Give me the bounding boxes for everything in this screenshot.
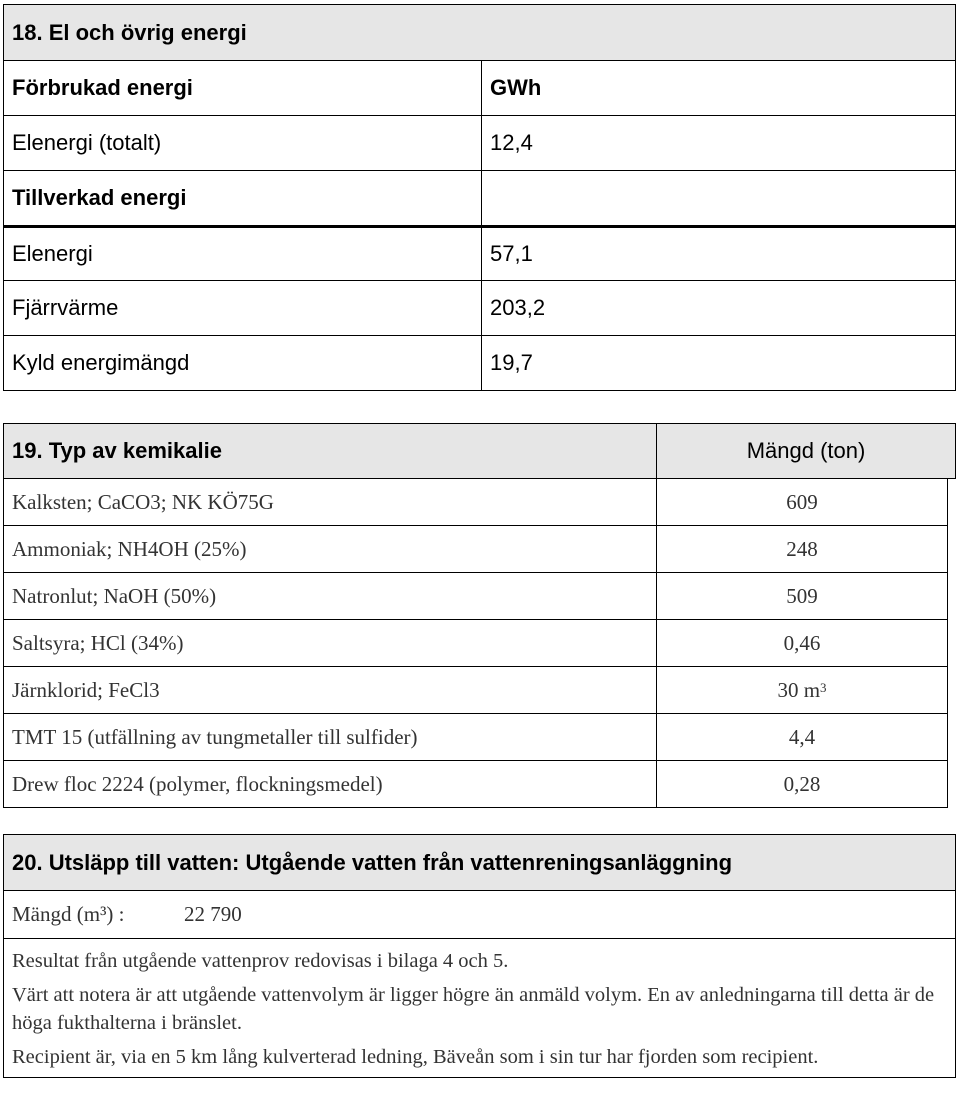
unit-label: GWh [481, 61, 955, 115]
chemical-row [3, 573, 948, 620]
energy-row-value: 203,2 [481, 281, 955, 335]
chemical-name: Drew floc 2224 (polymer, flockningsmedel) [12, 771, 383, 796]
produced-energy-label: Tillverkad energi [12, 185, 187, 210]
section-20-header: 20. Utsläpp till vatten: Utgående vatten från vattenreningsanläggning [4, 835, 955, 890]
water-amount-label: Mängd (m³) : [12, 902, 125, 926]
note-paragraph: Värt att notera är att utgående vattenvolym är ligger högre än anmäld volym. En av anledningarna till detta är de höga fukthalterna i bränslet. [12, 984, 935, 1034]
amount-header: Mängd (ton) [656, 424, 955, 478]
energy-row-label: Elenergi [12, 241, 93, 266]
water-amount-value: 22 790 [184, 902, 242, 926]
chemical-amount: 248 [656, 526, 947, 572]
chemical-name: TMT 15 (utfällning av tungmetaller till sulfider) [12, 724, 418, 749]
energy-row [4, 335, 955, 390]
energy-row-label: Elenergi (totalt) [12, 130, 162, 155]
note-paragraph: Recipient är, via en 5 km lång kulverterad ledning, Bäveån som i sin tur har fjorden som recipient. [12, 1046, 819, 1068]
chemical-row [3, 667, 948, 714]
chemical-amount: 609 [656, 479, 947, 525]
consumed-energy-label: Förbrukad energi [12, 75, 193, 100]
empty-cell [481, 171, 955, 225]
consumed-energy-header-row [4, 60, 955, 115]
chemical-row [3, 479, 948, 526]
chemical-row [3, 526, 948, 573]
chemical-amount: 0,28 [656, 761, 947, 807]
chemical-name: Saltsyra; HCl (34%) [12, 630, 184, 655]
energy-row-label: Kyld energimängd [12, 350, 190, 375]
produced-energy-header-row [4, 170, 955, 225]
energy-row-label: Fjärrvärme [12, 295, 119, 320]
energy-row-value: 57,1 [481, 228, 955, 280]
energy-row-value: 12,4 [481, 116, 955, 170]
chemical-row [3, 761, 948, 808]
section-18-header [4, 5, 955, 60]
chemicals-table [3, 423, 956, 808]
chemical-name: Ammoniak; NH4OH (25%) [12, 536, 247, 561]
section-19-header [3, 423, 956, 479]
notes-block [4, 938, 955, 1077]
chemical-amount: 30 m [777, 677, 821, 702]
energy-row [4, 225, 955, 280]
chemical-row [3, 620, 948, 667]
chemical-row [3, 714, 948, 761]
section-19-title: 19. Typ av kemikalie [12, 438, 222, 463]
chemical-amount: 4,4 [656, 714, 947, 760]
water-amount-row [4, 890, 955, 938]
water-discharge-section [3, 834, 956, 1078]
energy-row [4, 280, 955, 335]
energy-row [4, 115, 955, 170]
note-paragraph: Resultat från utgående vattenprov redovisas i bilaga 4 och 5. [12, 950, 509, 972]
amount-superscript: 3 [820, 680, 827, 695]
energy-row-value: 19,7 [481, 336, 955, 390]
section-18-title: 18. El och övrig energi [12, 19, 247, 45]
chemical-name: Kalksten; CaCO3; NK KÖ75G [12, 489, 274, 514]
energy-table [3, 4, 956, 391]
chemical-name: Natronlut; NaOH (50%) [12, 583, 217, 608]
chemical-amount: 0,46 [656, 620, 947, 666]
chemical-amount-cell [656, 667, 947, 713]
chemical-amount: 509 [656, 573, 947, 619]
chemical-name: Järnklorid; FeCl3 [12, 677, 160, 702]
